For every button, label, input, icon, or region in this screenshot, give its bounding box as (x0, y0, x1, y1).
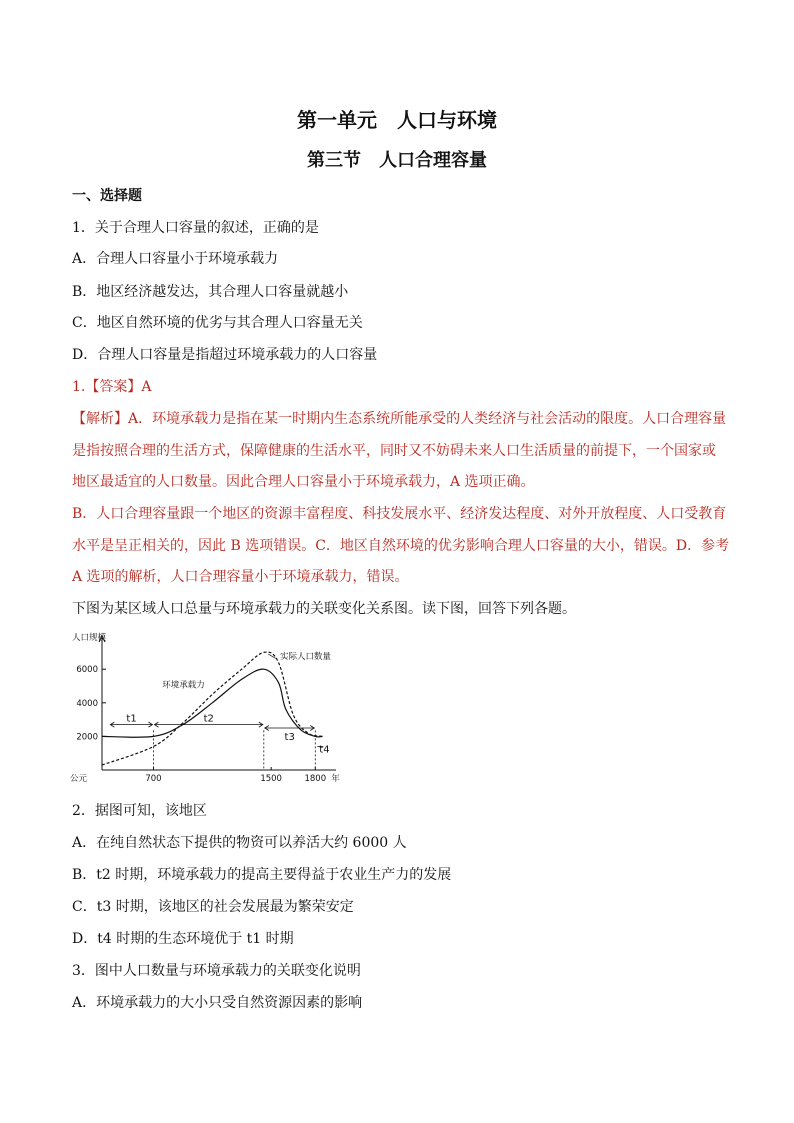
question-2-option-c: C．t3 时期，该地区的社会发展最为繁荣安定 (72, 899, 354, 915)
series-label: 环境承载力 (162, 680, 205, 691)
period-label: t3 (284, 732, 295, 743)
question-1-option-b: B．地区经济越发达，其合理人口容量就越小 (72, 284, 349, 300)
x-tick-label: 700 (145, 774, 162, 784)
question-2-stem: 2．据图可知，该地区 (72, 803, 207, 819)
question-1-option-c: C．地区自然环境的优劣与其合理人口容量无关 (72, 315, 363, 331)
series-label: 实际人口数量 (279, 652, 332, 663)
chart-intro: 下图为某区域人口总量与环境承载力的关联变化关系图。读下图，回答下列各题。 (72, 601, 576, 617)
x-tick-label: 1500 (260, 774, 282, 784)
origin-label: 公元 (70, 774, 88, 784)
actual-population-line (102, 652, 323, 765)
question-2-option-d: D．t4 时期的生态环境优于 t1 时期 (72, 931, 294, 947)
chart-series (102, 652, 323, 765)
question-1-option-d: D．合理人口容量是指超过环境承载力的人口容量 (72, 347, 378, 363)
x-tick-label: 1800 (304, 774, 327, 784)
analysis-line: 水平是呈正相关的，因此 B 选项错误。C．地区自然环境的优劣影响合理人口容量的大小，错误。D．参考 (72, 538, 730, 554)
section-heading: 一、选择题 (72, 188, 142, 204)
period-label: t1 (126, 713, 137, 725)
question-2-option-a: A．在纯自然状态下提供的物资可以养活大约 6000 人 (72, 835, 407, 851)
analysis-line: 地区最适宜的人口数量。因此合理人口容量小于环境承载力，A 选项正确。 (72, 474, 535, 490)
analysis-line: 【解析】A．环境承载力是指在某一时期内生态系统所能承受的人类经济与社会活动的限度。人口合理容量 (72, 411, 727, 427)
period-label: t2 (203, 713, 214, 725)
period-label: t4 (319, 744, 330, 756)
question-3-option-a: A．环境承载力的大小只受自然资源因素的影响 (72, 995, 363, 1011)
section-title: 第三节 人口合理容量 (307, 150, 487, 171)
question-2-option-b: B．t2 时期，环境承载力的提高主要得益于农业生产力的发展 (72, 867, 452, 883)
unit-title: 第一单元 人口与环境 (297, 108, 497, 132)
analysis-line: B．人口合理容量跟一个地区的资源丰富程度、科技发展水平、经济发达程度、对外开放程度、人口受教育 (72, 506, 727, 522)
y-tick-label: 6000 (76, 665, 98, 676)
x-axis-label: 年 (331, 774, 340, 784)
question-1-stem: 1．关于合理人口容量的叙述，正确的是 (72, 220, 319, 236)
question-1-option-a: A．合理人口容量小于环境承载力 (72, 251, 279, 267)
analysis-line: 是指按照合理的生活方式，保障健康的生活水平，同时又不妨碍未来人口生活质量的前提下，一个国家或 (72, 443, 716, 459)
question-1-answer: 1.【答案】A (72, 379, 152, 395)
population-chart (68, 630, 358, 785)
question-3-stem: 3．图中人口数量与环境承载力的关联变化说明 (72, 963, 361, 979)
analysis-line: A 选项的解析，人口合理容量小于环境承载力，错误。 (72, 569, 409, 585)
y-tick-label: 2000 (76, 732, 98, 743)
y-axis-label: 人口规模 (72, 633, 107, 643)
y-tick-label: 4000 (76, 698, 98, 709)
